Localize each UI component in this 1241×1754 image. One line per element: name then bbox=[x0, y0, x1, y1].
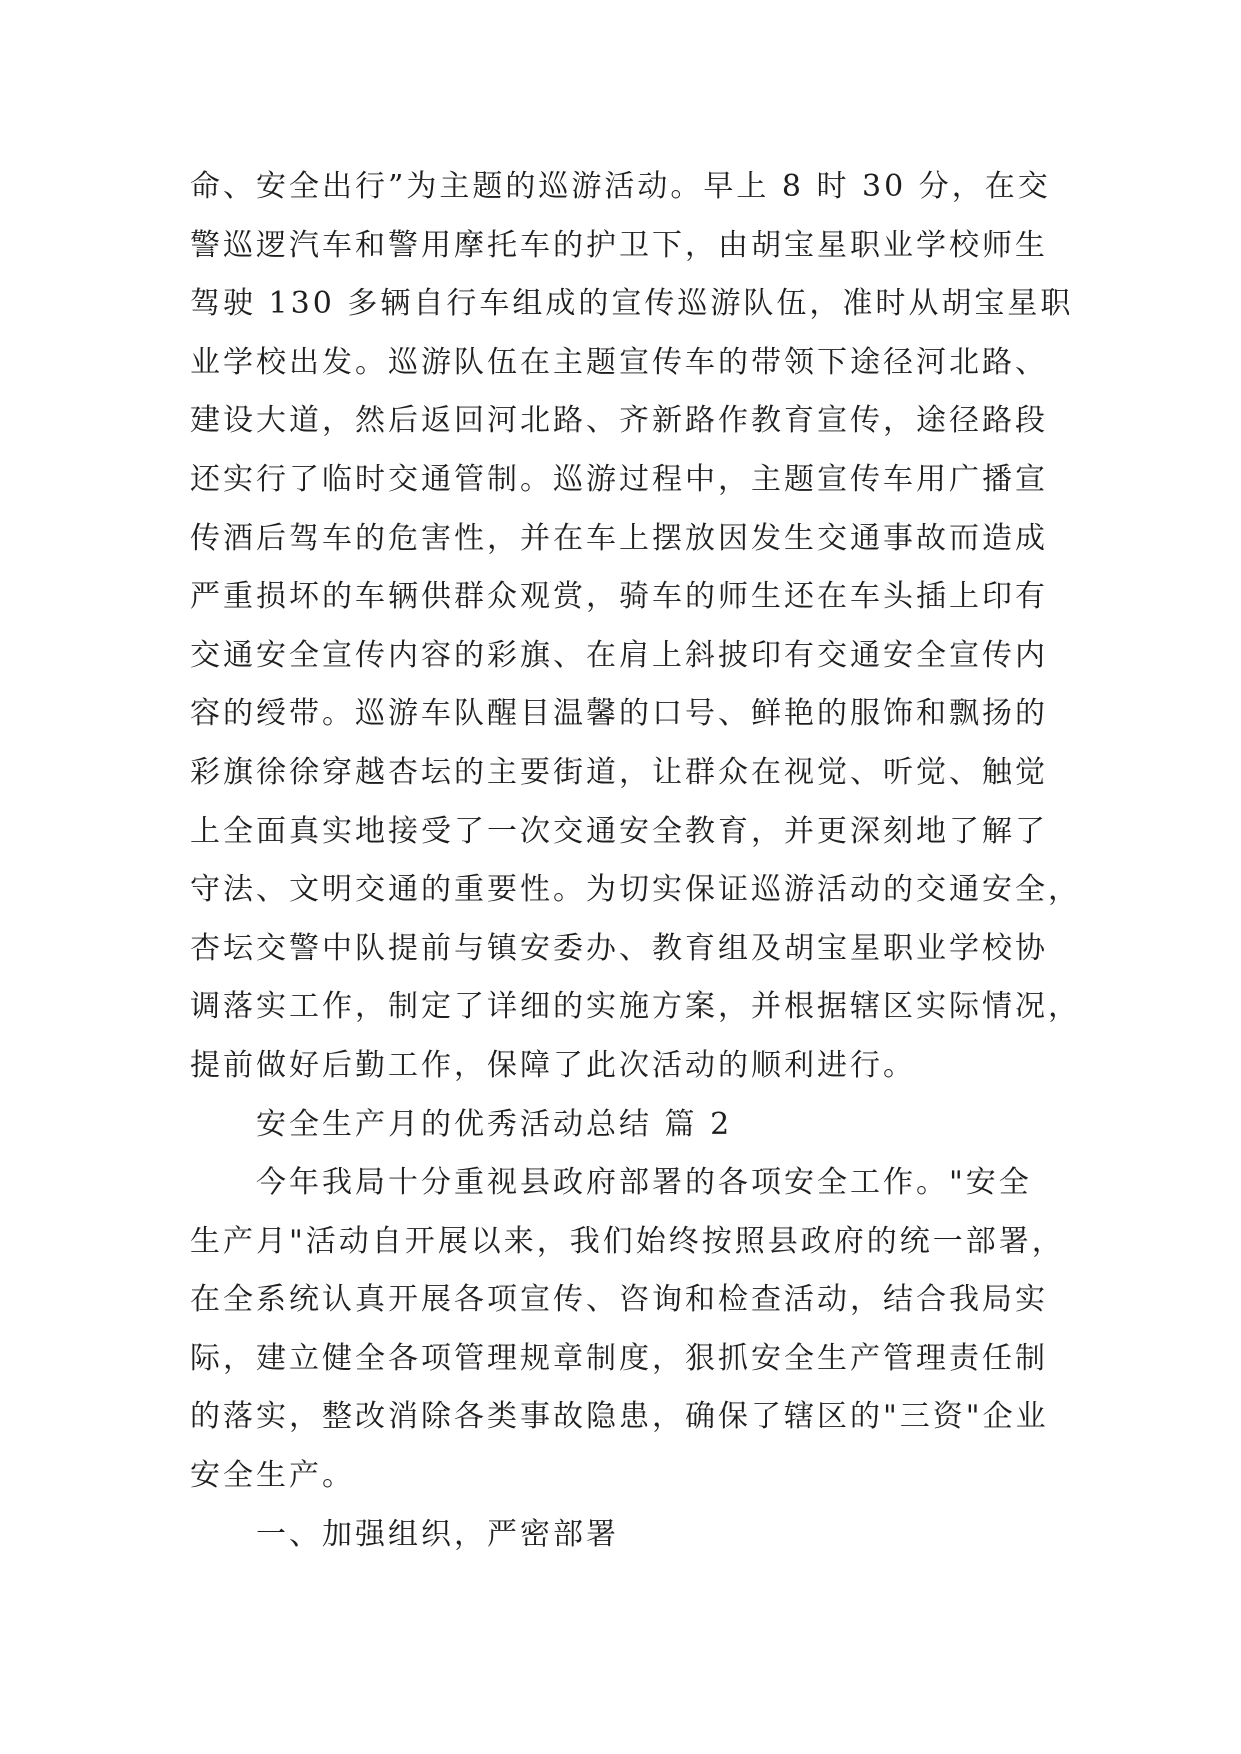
paragraph-line: 守法、文明交通的重要性。为切实保证巡游活动的交通安全， bbox=[190, 872, 1081, 908]
paragraph-line: 还实行了临时交通管制。巡游过程中，主题宣传车用广播宣 bbox=[190, 461, 1048, 497]
paragraph-line: 警巡逻汽车和警用摩托车的护卫下，由胡宝星职业学校师生 bbox=[190, 227, 1048, 263]
paragraph-line: 彩旗徐徐穿越杏坛的主要街道，让群众在视觉、听觉、触觉 bbox=[190, 754, 1048, 790]
document-body bbox=[190, 158, 1081, 1564]
paragraph-line: 在全系统认真开展各项宣传、咨询和检查活动，结合我局实 bbox=[190, 1282, 1048, 1318]
section-heading: 安全生产月的优秀活动总结 篇 2 bbox=[256, 1106, 733, 1142]
paragraph-line: 安全生产。 bbox=[190, 1458, 355, 1494]
paragraph-line: 杏坛交警中队提前与镇安委办、教育组及胡宝星职业学校协 bbox=[190, 930, 1048, 966]
paragraph-line: 生产月"活动自开展以来，我们始终按照县政府的统一部署， bbox=[190, 1223, 1065, 1259]
paragraph-line: 上全面真实地接受了一次交通安全教育，并更深刻地了解了 bbox=[190, 813, 1048, 849]
paragraph-line: 驾驶 130 多辆自行车组成的宣传巡游队伍，准时从胡宝星职 bbox=[190, 286, 1074, 322]
paragraph-line: 提前做好后勤工作，保障了此次活动的顺利进行。 bbox=[190, 1047, 916, 1083]
paragraph-line: 传酒后驾车的危害性，并在车上摆放因发生交通事故而造成 bbox=[190, 520, 1048, 556]
paragraph-line: 建设大道，然后返回河北路、齐新路作教育宣传，途径路段 bbox=[190, 403, 1048, 439]
paragraph-line: 调落实工作，制定了详细的实施方案，并根据辖区实际情况， bbox=[190, 989, 1081, 1025]
paragraph-line: 际，建立健全各项管理规章制度，狠抓安全生产管理责任制 bbox=[190, 1340, 1048, 1376]
paragraph-line: 今年我局十分重视县政府部署的各项安全工作。"安全 bbox=[256, 1165, 1032, 1201]
paragraph-line: 的落实，整改消除各类事故隐患，确保了辖区的"三资"企业 bbox=[190, 1399, 1049, 1435]
paragraph-line: 业学校出发。巡游队伍在主题宣传车的带领下途径河北路、 bbox=[190, 344, 1048, 380]
subsection-heading: 一、加强组织，严密部署 bbox=[256, 1516, 619, 1552]
paragraph-line: 容的绶带。巡游车队醒目温馨的口号、鲜艳的服饰和飘扬的 bbox=[190, 696, 1048, 732]
paragraph-line: 严重损坏的车辆供群众观赏，骑车的师生还在车头插上印有 bbox=[190, 579, 1048, 615]
paragraph-line: 交通安全宣传内容的彩旗、在肩上斜披印有交通安全宣传内 bbox=[190, 637, 1048, 673]
paragraph-line: 命、安全出行”为主题的巡游活动。早上 8 时 30 分，在交 bbox=[190, 169, 1051, 204]
